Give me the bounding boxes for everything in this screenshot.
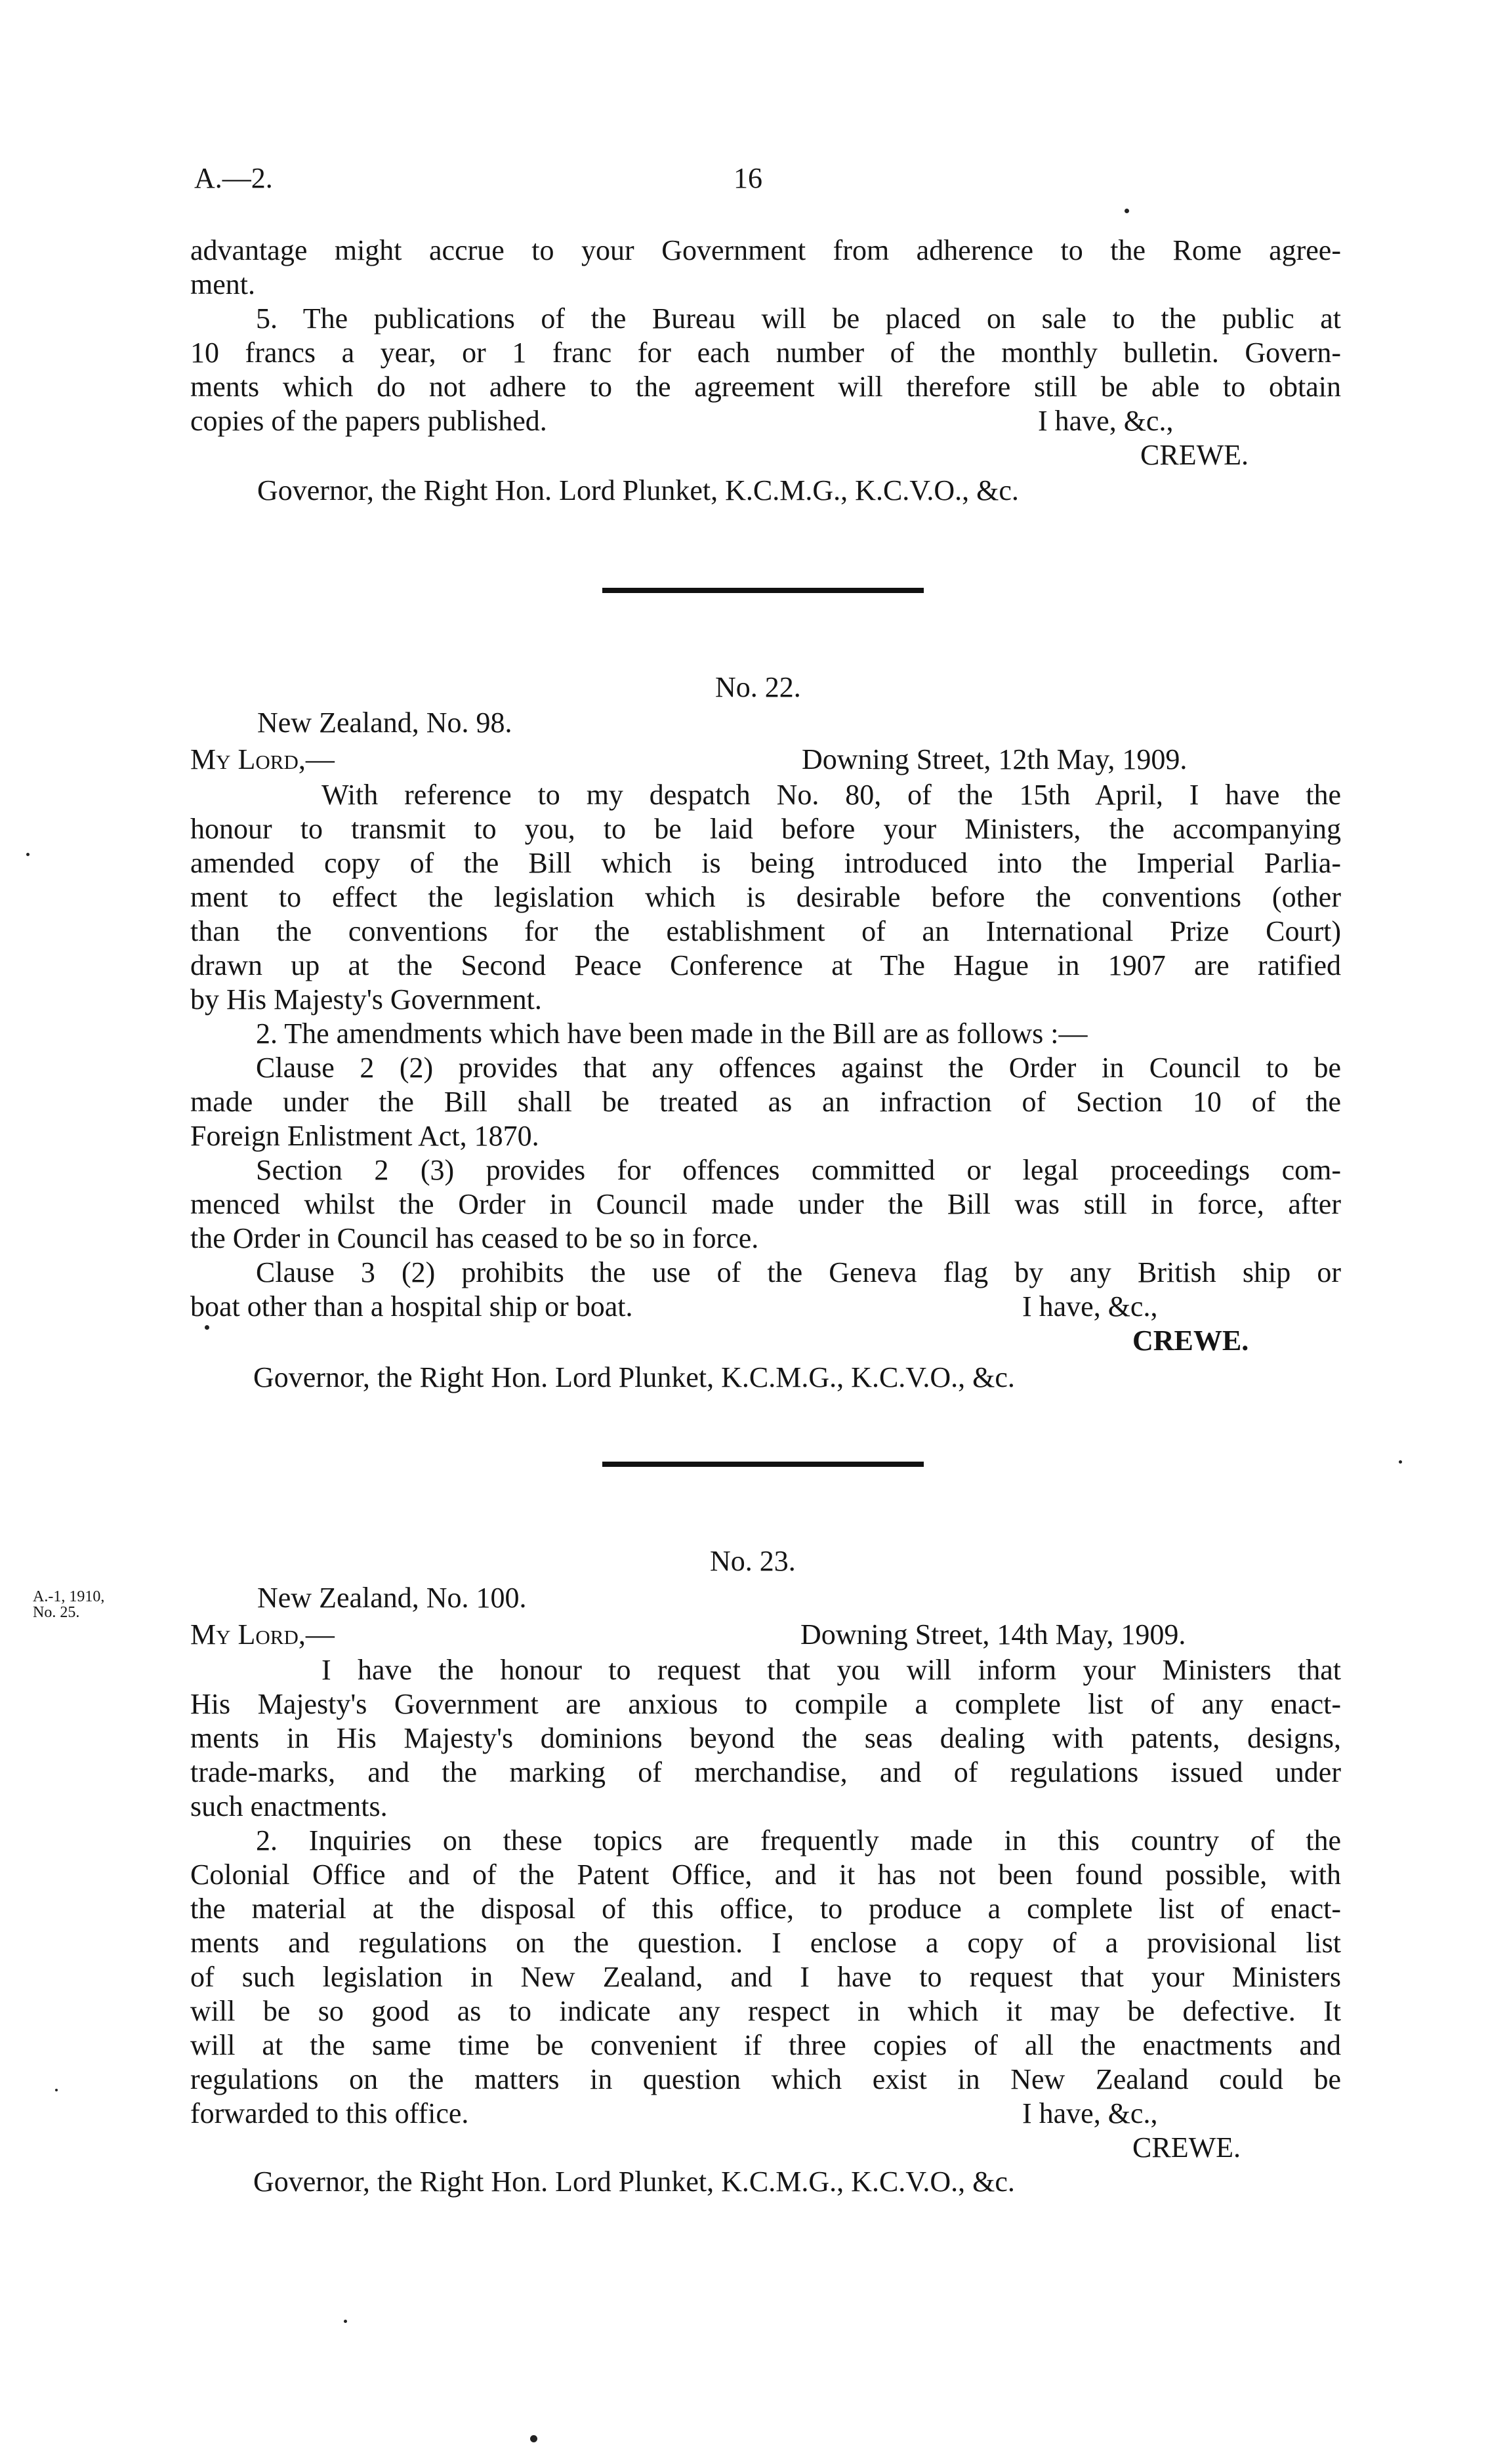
text-line: ments in His Majesty's dominions beyond the seas dealing with patents, designs,	[190, 1722, 1341, 1754]
text-line: will at the same time be convenient if three copies of all the enactments and	[190, 2029, 1341, 2061]
text-line: forwarded to this office.	[190, 2097, 469, 2129]
text-line: drawn up at the Second Peace Conference at The Hague in 1907 are ratified	[190, 949, 1341, 981]
text-line: Clause 3 (2) prohibits the use of the Geneva flag by any British ship or	[256, 1256, 1341, 1288]
salutation: My Lord,—	[190, 1618, 335, 1651]
text-line: will be so good as to indicate any respect in which it may be defective. It	[190, 1995, 1341, 2027]
document-reference: A.—2.	[194, 162, 273, 194]
place-date: Downing Street, 12th May, 1909.	[802, 743, 1188, 775]
place-date: Downing Street, 14th May, 1909.	[800, 1618, 1186, 1651]
text-line: the Order in Council has ceased to be so in force.	[190, 1222, 759, 1254]
text-line: Section 2 (3) provides for offences committed or legal proceedings com-	[256, 1154, 1341, 1186]
text-line: menced whilst the Order in Council made under the Bill was still in force, after	[190, 1188, 1341, 1220]
text-line: boat other than a hospital ship or boat.	[190, 1290, 633, 1323]
text-line: amended copy of the Bill which is being introduced into the Imperial Parlia-	[190, 847, 1341, 879]
text-line: 2. Inquiries on these topics are frequently made in this country of the	[256, 1824, 1341, 1857]
scan-speck	[55, 2089, 58, 2091]
scan-speck	[1399, 1460, 1402, 1464]
closing: I have, &c.,	[1038, 405, 1174, 437]
closing: I have, &c.,	[1022, 2097, 1158, 2129]
closing: I have, &c.,	[1022, 1290, 1158, 1323]
addressee: Governor, the Right Hon. Lord Plunket, K.C.M.G., K.C.V.O., &c.	[253, 2166, 1015, 2198]
text-line: the material at the disposal of this office, to produce a complete list of enact-	[190, 1893, 1341, 1925]
section-divider	[602, 1462, 924, 1467]
text-line: ments which do not adhere to the agreement will therefore still be able to obtain	[190, 371, 1341, 403]
text-line: I have the honour to request that you will inform your Ministers that	[321, 1654, 1341, 1686]
text-line: 5. The publications of the Bureau will be placed on sale to the public at	[256, 302, 1341, 335]
text-line: than the conventions for the establishment of an International Prize Court)	[190, 915, 1341, 947]
text-line: ment.	[190, 268, 255, 300]
text-line: such enactments.	[190, 1790, 388, 1822]
page-number: 16	[734, 162, 762, 194]
margin-reference: A.-1, 1910,	[33, 1588, 105, 1605]
text-line: Colonial Office and of the Patent Office, and it has not been found possible, with	[190, 1858, 1341, 1891]
text-line: regulations on the matters in question which exist in New Zealand could be	[190, 2063, 1341, 2095]
signature: CREWE.	[1132, 2131, 1241, 2164]
scan-speck	[530, 2435, 537, 2442]
scan-speck	[1125, 209, 1129, 213]
text-line: 10 francs a year, or 1 franc for each number of the monthly bulletin. Govern-	[190, 337, 1341, 369]
salutation: My Lord,—	[190, 743, 335, 775]
text-line: trade-marks, and the marking of merchandise, and of regulations issued under	[190, 1756, 1341, 1788]
margin-reference: No. 25.	[33, 1604, 80, 1621]
text-line: 2. The amendments which have been made in the Bill are as follows :—	[256, 1017, 1088, 1050]
text-line: ments and regulations on the question. I enclose a copy of a provisional list	[190, 1927, 1341, 1959]
scan-speck	[344, 2320, 347, 2323]
colony-reference: New Zealand, No. 98.	[257, 707, 512, 739]
text-line: Foreign Enlistment Act, 1870.	[190, 1120, 539, 1152]
text-line: made under the Bill shall be treated as an infraction of Section 10 of the	[190, 1086, 1341, 1118]
text-line: With reference to my despatch No. 80, of the 15th April, I have the	[321, 779, 1341, 811]
despatch-number: No. 22.	[715, 671, 801, 703]
text-line: of such legislation in New Zealand, and I have to request that your Ministers	[190, 1961, 1341, 1993]
text-line: His Majesty's Government are anxious to compile a complete list of any enact-	[190, 1688, 1341, 1720]
text-line: copies of the papers published.	[190, 405, 547, 437]
addressee: Governor, the Right Hon. Lord Plunket, K.C.M.G., K.C.V.O., &c.	[253, 1361, 1015, 1393]
signature: CREWE.	[1140, 439, 1249, 471]
text-line: advantage might accrue to your Government from adherence to the Rome agree-	[190, 234, 1341, 266]
addressee: Governor, the Right Hon. Lord Plunket, K.C.M.G., K.C.V.O., &c.	[257, 474, 1019, 506]
colony-reference: New Zealand, No. 100.	[257, 1582, 527, 1614]
text-line: by His Majesty's Government.	[190, 983, 542, 1016]
scan-speck	[26, 853, 30, 856]
text-line: honour to transmit to you, to be laid before your Ministers, the accompanying	[190, 813, 1341, 845]
despatch-number: No. 23.	[710, 1545, 796, 1577]
section-divider	[602, 588, 924, 593]
scan-speck	[205, 1325, 209, 1330]
signature: CREWE.	[1132, 1324, 1249, 1357]
text-line: ment to effect the legislation which is desirable before the conventions (other	[190, 881, 1341, 913]
text-line: Clause 2 (2) provides that any offences against the Order in Council to be	[256, 1052, 1341, 1084]
